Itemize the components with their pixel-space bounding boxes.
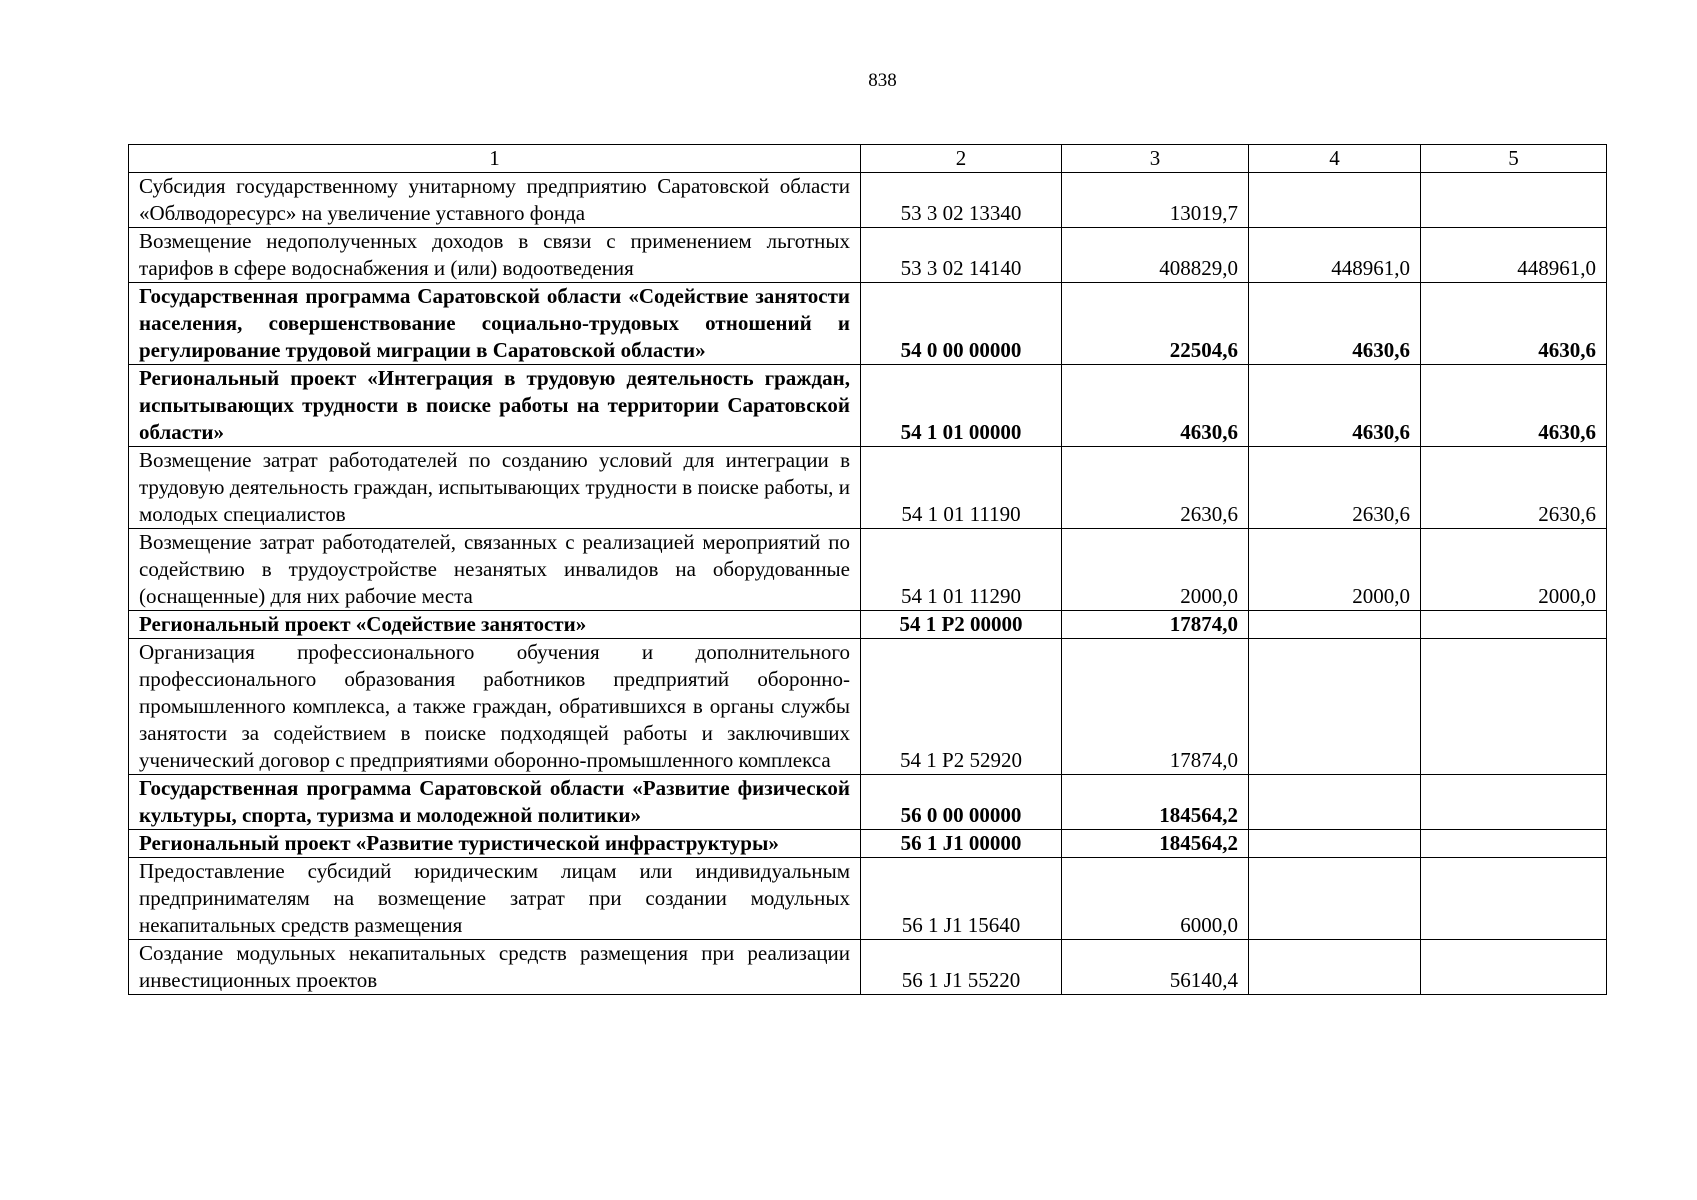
row-name: Государственная программа Саратовской области «Содействие занятости населения, совершенствование социально-трудовых отношений и регулирование трудовой миграции в Саратовской области» xyxy=(129,283,861,365)
row-value-4: 2630,6 xyxy=(1249,447,1421,529)
row-value-5: 2000,0 xyxy=(1421,529,1607,611)
column-header-1: 1 xyxy=(129,145,861,173)
row-value-5 xyxy=(1421,830,1607,858)
table-row xyxy=(129,173,1607,228)
row-value-3: 17874,0 xyxy=(1062,639,1249,775)
row-value-5 xyxy=(1421,858,1607,940)
row-value-3: 56140,4 xyxy=(1062,940,1249,995)
row-name: Субсидия государственному унитарному предприятию Саратовской области «Облводоресурс» на увеличение уставного фонда xyxy=(129,173,861,228)
table-header-row xyxy=(129,145,1607,173)
row-value-4 xyxy=(1249,173,1421,228)
table-row xyxy=(129,639,1607,775)
row-value-5: 448961,0 xyxy=(1421,228,1607,283)
row-code: 53 3 02 14140 xyxy=(861,228,1062,283)
row-code: 56 1 J1 00000 xyxy=(861,830,1062,858)
row-value-3: 22504,6 xyxy=(1062,283,1249,365)
row-value-4 xyxy=(1249,639,1421,775)
row-code: 54 1 P2 52920 xyxy=(861,639,1062,775)
row-name: Возмещение затрат работодателей, связанных с реализацией мероприятий по содействию в трудоустройстве незанятых инвалидов на оборудованные (оснащенные) для них рабочие места xyxy=(129,529,861,611)
row-code: 54 1 01 11290 xyxy=(861,529,1062,611)
row-code: 54 1 01 00000 xyxy=(861,365,1062,447)
row-value-4: 4630,6 xyxy=(1249,283,1421,365)
row-name: Региональный проект «Содействие занятости» xyxy=(129,611,861,639)
row-value-4 xyxy=(1249,611,1421,639)
row-value-3: 2630,6 xyxy=(1062,447,1249,529)
column-header-4: 4 xyxy=(1249,145,1421,173)
column-header-5: 5 xyxy=(1421,145,1607,173)
table-row xyxy=(129,447,1607,529)
column-header-3: 3 xyxy=(1062,145,1249,173)
row-value-5: 4630,6 xyxy=(1421,283,1607,365)
table-row xyxy=(129,283,1607,365)
row-code: 53 3 02 13340 xyxy=(861,173,1062,228)
row-value-4: 448961,0 xyxy=(1249,228,1421,283)
row-value-5: 4630,6 xyxy=(1421,365,1607,447)
row-value-3: 408829,0 xyxy=(1062,228,1249,283)
row-value-4 xyxy=(1249,858,1421,940)
row-value-3: 17874,0 xyxy=(1062,611,1249,639)
page-number: 838 xyxy=(868,70,897,91)
table-row xyxy=(129,529,1607,611)
row-name: Региональный проект «Интеграция в трудовую деятельность граждан, испытывающих трудности в поиске работы на территории Саратовской области» xyxy=(129,365,861,447)
table-row xyxy=(129,611,1607,639)
row-code: 54 1 P2 00000 xyxy=(861,611,1062,639)
row-value-4 xyxy=(1249,940,1421,995)
column-header-2: 2 xyxy=(861,145,1062,173)
row-value-3: 184564,2 xyxy=(1062,830,1249,858)
row-name: Предоставление субсидий юридическим лицам или индивидуальным предпринимателям на возмещение затрат при создании модульных некапитальных средств размещения xyxy=(129,858,861,940)
table-row xyxy=(129,775,1607,830)
table-row xyxy=(129,365,1607,447)
row-value-5 xyxy=(1421,940,1607,995)
row-code: 54 1 01 11190 xyxy=(861,447,1062,529)
row-value-3: 4630,6 xyxy=(1062,365,1249,447)
row-name: Возмещение недополученных доходов в связи с применением льготных тарифов в сфере водоснабжения и (или) водоотведения xyxy=(129,228,861,283)
row-code: 56 0 00 00000 xyxy=(861,775,1062,830)
row-value-3: 184564,2 xyxy=(1062,775,1249,830)
row-value-5 xyxy=(1421,611,1607,639)
row-code: 56 1 J1 15640 xyxy=(861,858,1062,940)
row-value-3: 13019,7 xyxy=(1062,173,1249,228)
row-value-4: 2000,0 xyxy=(1249,529,1421,611)
row-value-4 xyxy=(1249,830,1421,858)
table-row xyxy=(129,830,1607,858)
row-value-5 xyxy=(1421,775,1607,830)
row-name: Региональный проект «Развитие туристической инфраструктуры» xyxy=(129,830,861,858)
table-body xyxy=(129,173,1607,995)
row-value-5 xyxy=(1421,173,1607,228)
row-value-4 xyxy=(1249,775,1421,830)
row-value-4: 4630,6 xyxy=(1249,365,1421,447)
row-value-5 xyxy=(1421,639,1607,775)
row-name: Возмещение затрат работодателей по созданию условий для интеграции в трудовую деятельность граждан, испытывающих трудности в поиске работы, и молодых специалистов xyxy=(129,447,861,529)
row-value-3: 6000,0 xyxy=(1062,858,1249,940)
table-row xyxy=(129,858,1607,940)
table-row xyxy=(129,940,1607,995)
row-code: 54 0 00 00000 xyxy=(861,283,1062,365)
row-code: 56 1 J1 55220 xyxy=(861,940,1062,995)
row-name: Создание модульных некапитальных средств размещения при реализации инвестиционных проектов xyxy=(129,940,861,995)
budget-table xyxy=(128,144,1607,995)
row-value-3: 2000,0 xyxy=(1062,529,1249,611)
table-row xyxy=(129,228,1607,283)
row-name: Государственная программа Саратовской области «Развитие физической культуры, спорта, туризма и молодежной политики» xyxy=(129,775,861,830)
row-name: Организация профессионального обучения и дополнительного профессионального образования работников предприятий оборонно-промышленного комплекса, а также граждан, обратившихся в органы службы занятости за содействием в поиске подходящей работы и заключивших ученический договор с предприятиями оборонно-промышленного комплекса xyxy=(129,639,861,775)
row-value-5: 2630,6 xyxy=(1421,447,1607,529)
